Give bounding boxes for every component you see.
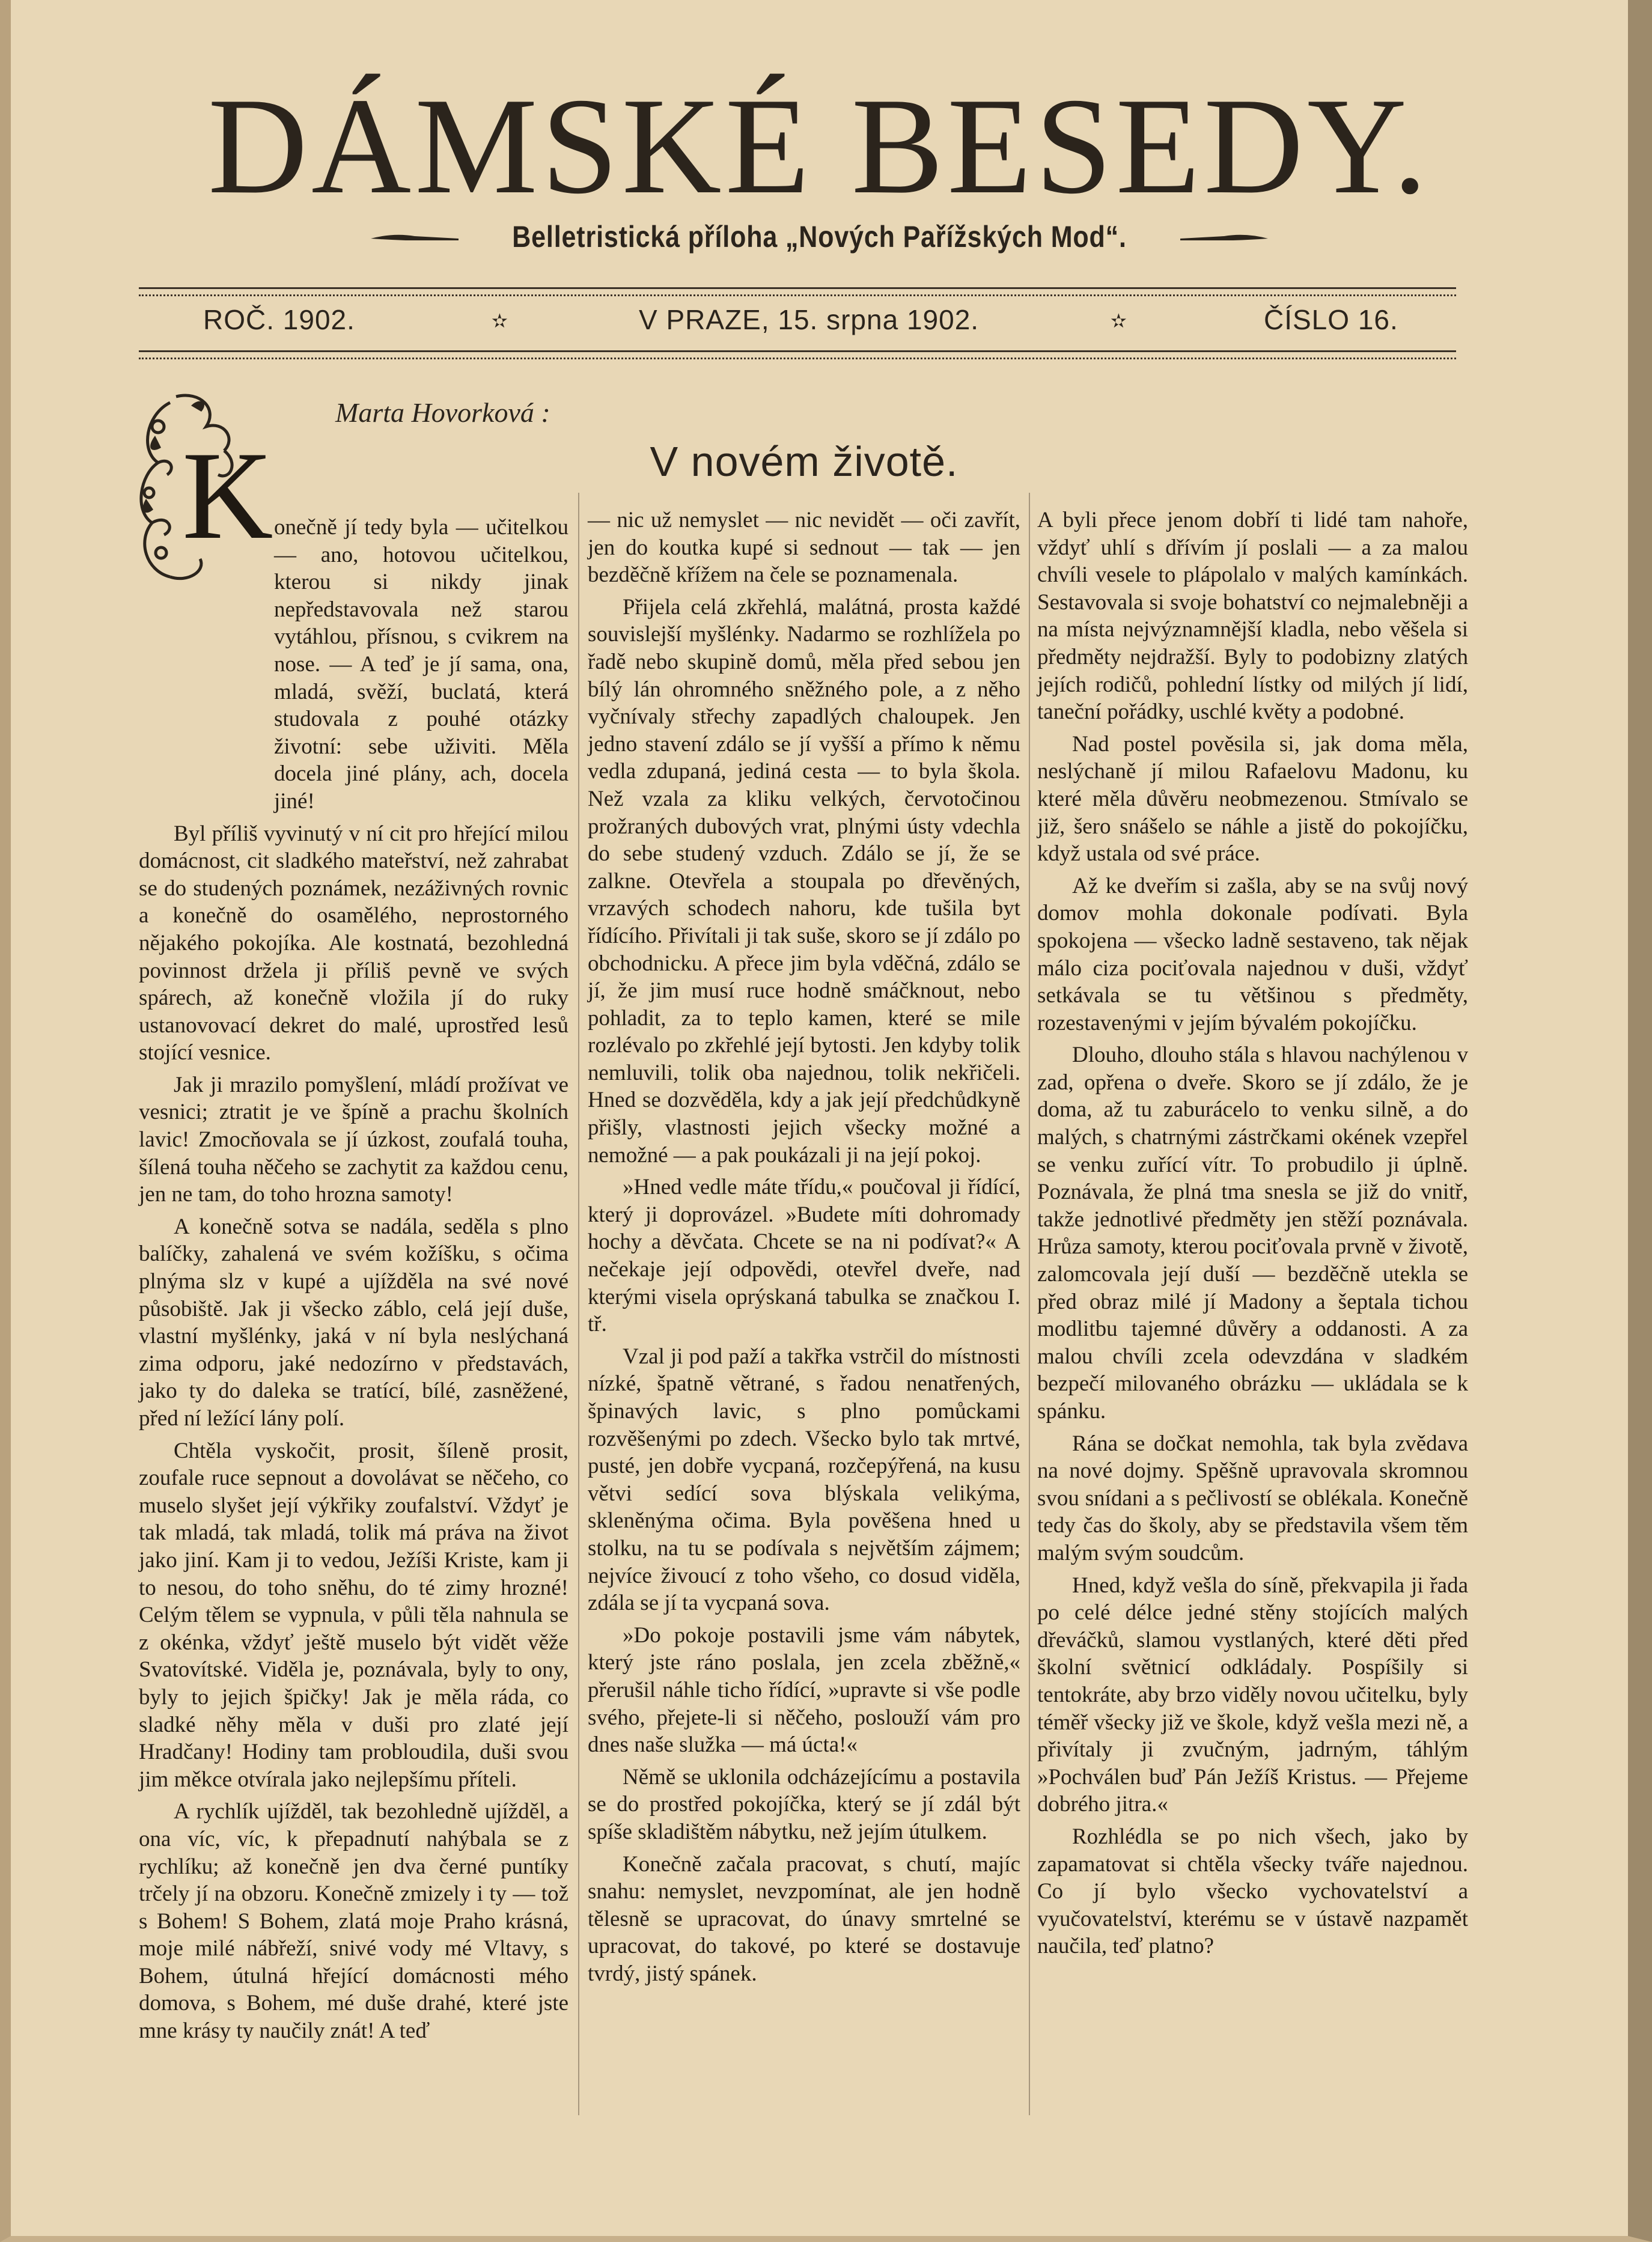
paragraph: Přijela celá zkřehlá, malátná, prosta každé souvislejší myšlénky. Nadarmo se rozhlížela po řadě nebo skupině domů, měla před sebou jen bílý lán ohromného sněžného pole, a z něho vyčnívaly střechy zapadlých chaloupek. Jen jedno stavení zdálo se jí vyšší a přímo k němu vedla zdupaná, jediná cesta — to byla škola. Než vzala za kliku velkých, červotočinou prožraných dubových vrat, plnými ústy vdechla do sebe studený vzduch. Zdálo se jí, že se zalkne. Otevřela a stoupala po dřevěných, vrzavých schodech nahoru, kde tušila byt řídícího. Přivítali ji tak suše, skoro se jí zdálo po obchodnicku. A přece jim byla vděčná, zdálo se jí, že jim musí ruce hodně smáčknout, nebo pohladit, za to teplo kamen, které se mile rozlévalo po zkřehlé její bytosti. Jen kdyby tolik nemluvili, tolik oba najednou, tolik nekřičeli. Hned se dozvěděla, kdy a jak její předchůdkyně přišly, vlastnosti jejich všecky možné a nemožné — a pak poukázali ji na její pokoj. [588, 594, 1020, 1168]
article-column-3 [1037, 507, 1468, 1960]
article-author: Marta Hovorková : [335, 397, 550, 428]
left-flourish-icon [370, 230, 460, 243]
article-column-1 [139, 514, 568, 2045]
paragraph: Rána se dočkat nemohla, tak byla zvědava na nové dojmy. Spěšně upravovala skromnou svou snídani a s pečlivostí se oblékala. Konečně tedy čas do školy, aby se představila všem těm malým svým soudcům. [1037, 1431, 1468, 1565]
paragraph: Jak ji mrazilo pomyšlení, mládí prožívat ve vesnici; ztratit je ve špíně a prachu školních lavic! Zmocňovala se jí úzkost, zoufalá touha, šílená touha něčeho se zachytit za každou cenu, jen ne tam, do toho hrozna samoty! [139, 1072, 568, 1207]
intro-paragraph: onečně jí tedy byla — učitelkou — ano, hotovou učitelkou, kterou si nikdy jinak nepředstavovala než starou vytáhlou, přísnou, s cvikrem na nose. — A teď je jí sama, ona, mladá, svěží, buclatá, která studovala z pouhé otázky životní: sebe uživiti. Měla docela jiné plány, ach, docela jiné! [274, 515, 568, 814]
paragraph: A rychlík ujížděl, tak bezohledně ujížděl, a ona víc, víc, k přepadnutí nahýbala se z rychlíku; až konečně jen dva černé puntíky trčely jí na obzoru. Konečně zmizely i ty — tož s Bohem! S Bohem, zlatá moje Praho krásná, moje milé nábřeží, snivé vody mé Vltavy, s Bohem, útulná hřející domácnosti mého domova, s Bohem, mé duše drahé, které jste mne krásy ty naučily znát! A teď [139, 1799, 568, 2044]
paragraph: Až ke dveřím si zašla, aby se na svůj nový domov mohla dokonale podívati. Byla spokojena — všecko ladně sestaveno, tak nějak málo ciza pociťovala najednou v duši, vždyť setkávala se tu většinou s předměty, rozestavenými v jejím bývalém pokojíčku. [1037, 873, 1468, 1035]
paragraph: A byli přece jenom dobří ti lidé tam nahoře, vždyť uhlí s dřívím jí poslali — a za malou chvíli vesele to plápolalo v malých kamínkách. Sestavovala si svoje bohatství co nejmalebněji a na místa nejvýznamnější kladla, nebo věšela si předměty nejdražší. Byly to podobizny zlatých jejích rodičů, pohlední lístky od milých jí lidí, taneční pořádky, uschlé květy a podobné. [1037, 508, 1468, 725]
article-column-2 [588, 507, 1020, 1987]
paragraph: »Hned vedle máte třídu,« poučoval ji řídící, který ji doprovázel. »Budete míti dohromady hochy a děvčata. Chcete se na ni podívat?« A nečekaje její odpovědi, otevřel dveře, nad kterými visela oprýskaná tabulka se značkou I. tř. [588, 1175, 1020, 1337]
article-title: V novém životě. [650, 438, 959, 485]
paragraph: Konečně začala pracovat, s chutí, majíc snahu: nemyslet, nevzpomínat, ale jen hodně tělesně se upracovat, do únavy smrtelné se upracovat, do takové, po které se dostavuje tvrdý, jistý spánek. [588, 1851, 1020, 1986]
issue-label: ČÍSLO 16. [1264, 304, 1398, 335]
masthead-title: DÁMSKÉ BESEDY. [207, 69, 1431, 222]
paragraph: A konečně sotva se nadála, seděla s plno balíčky, zahalená ve svém kožíšku, s očima plnýma slz v kupé a ujížděla na své nové působiště. Jak ji všecko záblo, celá její duše, vlastní myšlénky, jaká v ní byla neslýchaná zima odporu, jaké nedozírno v představách, jako ty do daleka se tratící, bílé, zasněžené, před ní ležící lány polí. [139, 1214, 568, 1431]
paragraph: Dlouho, dlouho stála s hlavou nachýlenou v zad, opřena o dveře. Skoro se jí zdálo, že je doma, až tu zaburácelo to venku silně, a do malých, s chatrnými zástrčkami okének vzepřel se venku zuřící vítr. To probudilo ji úplně. Poznávala, že plná tma snesla se již do vnitř, takže jednotlivé předměty jen stěží poznávala. Hrůza samoty, kterou pociťovala prvně v životě, zalomcovala její duší — bezděčně utekla se před obraz milé jí Madony a šeptala tichou modlitbu tajemné důvěry a oddanosti. A za malou chvíli zcela odevzdána v sladkém bezpečí milovaného obrázku — ukládala se k spánku. [1037, 1043, 1468, 1424]
paragraph: Vzal ji pod paží a takřka vstrčil do místnosti nízké, špatně větrané, s řadou nenatřených, špinavých lavic, s plno pomůckami rozvěšenými po zdech. Všecko bylo tak mrtvé, pusté, jen dobře vycpaná, rozčepýřená, na kusu větvi sedící sova blýskala velikýma, skleněnýma očima. Byla pověšena hned u stolku, na tu se podívala s největším zájmem; nejvíce živoucí z toho všeho, co dosud viděla, zdála se jí ta vycpaná sova. [588, 1344, 1020, 1616]
header-rule-top [139, 287, 1456, 296]
paragraph: Byl příliš vyvinutý v ní cit pro hřející milou domácnost, cit sladkého mateřství, než zahrabat se do studených poznámek, nezáživných rovnic a konečně do osamělého, neprostorného nějakého pokojíka. Ale kostnatá, bezohledná povinnost držela ji příliš pevně ve svých spárech, až konečně vložila jí do ruky ustanovovací dekret do malé, uprostřed lesů stojící vesnice. [139, 821, 568, 1065]
column-divider [578, 493, 579, 2115]
star-icon: ✫ [1111, 310, 1127, 332]
paragraph: — nic už nemyslet — nic nevidět — oči zavřít, jen do koutka kupé si sednout — tak — jen bezděčně křížem na čele se poznamenala. [588, 508, 1020, 588]
column-divider [1029, 493, 1030, 2115]
place-date-label: V PRAZE, 15. srpna 1902. [639, 304, 980, 335]
paragraph: Němě se uklonila odcházejícímu a postavila se do prostřed pokojíčka, který se jí zdál být spíše skladištěm nábytku, než jejím útulkem. [588, 1764, 1020, 1844]
volume-label: ROČ. 1902. [203, 304, 355, 335]
masthead-subtitle: Belletristická příloha „Nových Pařížských Mod“. [512, 220, 1127, 254]
paragraph: Rozhlédla se po nich všech, jako by zapamatovat si chtěla všecky tváře najednou. Co jí bylo všecko vychovatelství a vyučovatelství, kterému se v ústavě nazpamět naučila, teď platno? [1037, 1824, 1468, 1959]
star-icon: ✫ [492, 310, 508, 332]
paragraph: Nad postel pověsila si, jak doma měla, neslýchaně jí milou Rafaelovu Madonu, ku které měla důvěru neobmezenou. Stmívalo se již, šero snášelo se náhle a jistě do pokojíčku, když ustala od své práce. [1037, 731, 1468, 867]
paragraph: Chtěla vyskočit, prosit, šíleně prosit, zoufale ruce sepnout a dovolávat se něčeho, co muselo slyšet její výkřiky zoufalství. Vždyť je tak mladá, tak mladá, tolik má práva na život jako jiní. Kam ji to vedou, Ježíši Kriste, kam ji to nesou, do toho sněhu, do té zimy hrozné! Celým tělem se vypnula, v půli těla nahnula se z okénka, vždyť ještě muselo být vidět věže Svatovítské. Viděla je, poznávala, byly to ony, byly to jejich špičky! Jak je měla ráda, co sladké něhy měla v duši pro zlaté její Hradčany! Hodiny tam probloudila, duši svou jim měkce otvírala jako nejlepšímu příteli. [139, 1438, 568, 1792]
paragraph: Hned, když vešla do síně, překvapila ji řada po celé délce jedné stěny stojících malých dřeváčků, slamou vystlaných, které děti před školní světnicí odkládaly. Pospíšily si tentokráte, aby brzo viděly novou učitelku, byly téměř všecky již ve škole, když vešla mezi ně, a přivítaly ji zvučným, jadrným, táhlým »Pochválen buď Pán Ježíš Kristus. — Přejeme dobrého jitra.« [1037, 1573, 1468, 1817]
paragraph: »Do pokoje postavili jsme vám nábytek, který jste ráno poslala, jen zcela zběžně,« přerušil náhle ticho řídící, »upravte si vše podle svého, přejete-li si něčeho, poslouží vám pro dnes naše služka — má úcta!« [588, 1622, 1020, 1758]
dropcap-letter: K [182, 426, 273, 565]
right-flourish-icon [1179, 230, 1269, 243]
header-rule-bottom [139, 350, 1456, 359]
masthead-subtitle-row [11, 219, 1628, 261]
